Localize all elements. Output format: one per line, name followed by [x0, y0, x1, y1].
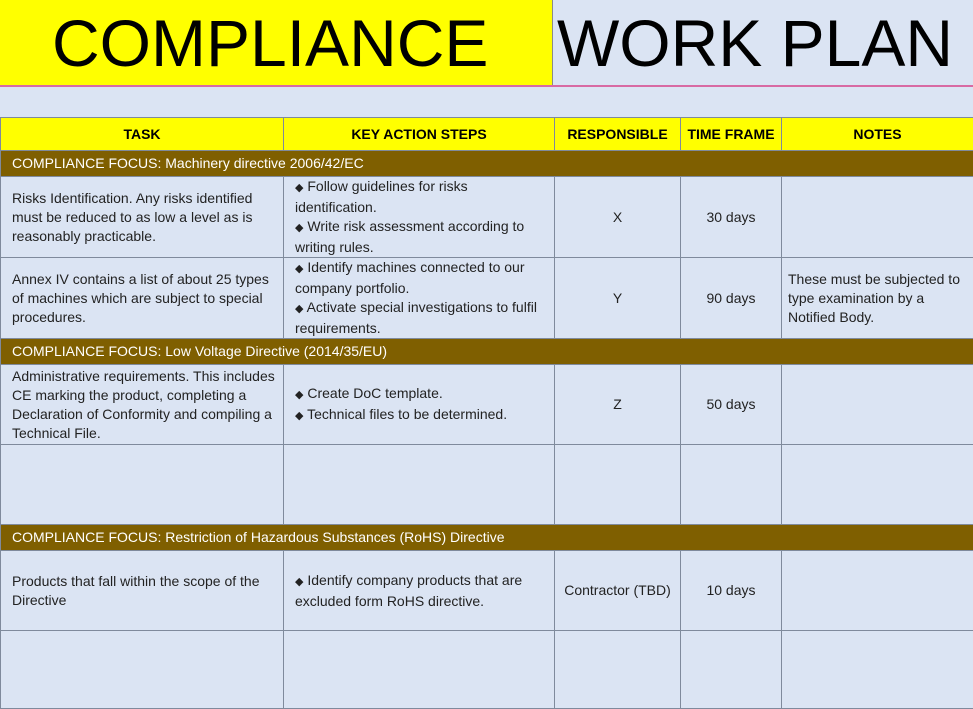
focus-cell[interactable]: COMPLIANCE FOCUS: Low Voltage Directive (2014/35/EU) [1, 339, 973, 365]
task-cell[interactable]: Annex IV contains a list of about 25 types of machines which are subject to special procedures. [1, 258, 284, 339]
step-text: Create DoC template. [307, 384, 443, 401]
title-bar [0, 0, 973, 87]
responsible-cell[interactable]: Contractor (TBD) [555, 551, 681, 631]
diamond-bullet-icon: ◆ [295, 575, 304, 588]
steps-cell[interactable] [284, 258, 555, 339]
table-row [1, 551, 973, 631]
diamond-bullet-icon: ◆ [295, 182, 304, 194]
step-text: Activate special investigations to fulfil requirements. [295, 299, 537, 336]
task-cell[interactable]: Risks Identification. Any risks identified must be reduced to as low a level as is reasonably practicable. [1, 177, 284, 258]
time-frame-cell[interactable]: 10 days [681, 551, 782, 631]
step-item [295, 298, 548, 338]
step-item [295, 405, 548, 426]
task-cell[interactable]: Products that fall within the scope of the Directive [1, 551, 284, 631]
task-cell[interactable]: Administrative requirements. This includes CE marking the product, completing a Declaration of Conformity and compiling a Technical File. [1, 365, 284, 445]
diamond-bullet-icon: ◆ [295, 409, 304, 422]
empty-row [1, 445, 973, 525]
step-text: Follow guidelines for risks identification. [295, 178, 468, 215]
work-plan-table [0, 117, 973, 709]
focus-row-rohs [1, 525, 973, 551]
header-time-frame[interactable]: TIME FRAME [681, 118, 782, 151]
notes-cell[interactable] [782, 551, 973, 631]
time-frame-cell[interactable]: 90 days [681, 258, 782, 339]
title-compliance: COMPLIANCE [52, 5, 489, 80]
step-item [295, 258, 548, 298]
steps-cell[interactable] [284, 365, 555, 445]
spacer-row[interactable] [0, 87, 973, 118]
steps-cell[interactable] [284, 177, 555, 258]
responsible-cell[interactable]: Z [555, 365, 681, 445]
diamond-bullet-icon: ◆ [295, 303, 304, 315]
focus-row-machinery [1, 151, 973, 177]
empty-cell[interactable] [1, 445, 284, 525]
empty-cell[interactable] [284, 445, 555, 525]
title-right-cell[interactable] [553, 0, 973, 85]
step-text: Write risk assessment according to writing rules. [295, 218, 525, 255]
table-row [1, 177, 973, 258]
step-item [295, 384, 548, 405]
empty-cell[interactable] [782, 631, 973, 709]
empty-cell[interactable] [782, 445, 973, 525]
step-item [295, 177, 548, 217]
table-row [1, 258, 973, 339]
empty-cell[interactable] [681, 631, 782, 709]
notes-cell[interactable] [782, 365, 973, 445]
empty-cell[interactable] [555, 445, 681, 525]
header-row [1, 118, 973, 151]
steps-cell[interactable] [284, 551, 555, 631]
step-text: Identify company products that are excluded form RoHS directive. [295, 571, 523, 609]
header-task[interactable]: TASK [1, 118, 284, 151]
diamond-bullet-icon: ◆ [295, 263, 304, 275]
time-frame-cell[interactable]: 50 days [681, 365, 782, 445]
empty-row [1, 631, 973, 709]
time-frame-cell[interactable]: 30 days [681, 177, 782, 258]
empty-cell[interactable] [1, 631, 284, 709]
empty-cell[interactable] [555, 631, 681, 709]
responsible-cell[interactable]: X [555, 177, 681, 258]
header-responsible[interactable]: RESPONSIBLE [555, 118, 681, 151]
focus-row-low-voltage [1, 339, 973, 365]
empty-cell[interactable] [681, 445, 782, 525]
step-text: Identify machines connected to our company portfolio. [295, 259, 525, 296]
step-text: Technical files to be determined. [307, 405, 508, 422]
responsible-cell[interactable]: Y [555, 258, 681, 339]
notes-cell[interactable] [782, 177, 973, 258]
title-left-cell[interactable] [0, 0, 553, 85]
focus-cell[interactable]: COMPLIANCE FOCUS: Machinery directive 2006/42/EC [1, 151, 973, 177]
notes-cell[interactable]: These must be subjected to type examination by a Notified Body. [782, 258, 973, 339]
table-row [1, 365, 973, 445]
empty-cell[interactable] [284, 631, 555, 709]
title-work-plan: WORK PLAN [557, 5, 954, 80]
focus-cell[interactable]: COMPLIANCE FOCUS: Restriction of Hazardous Substances (RoHS) Directive [1, 525, 973, 551]
diamond-bullet-icon: ◆ [295, 222, 304, 234]
step-item [295, 217, 548, 257]
header-notes[interactable]: NOTES [782, 118, 973, 151]
diamond-bullet-icon: ◆ [295, 388, 304, 401]
step-item [295, 571, 548, 611]
header-key-action-steps[interactable]: KEY ACTION STEPS [284, 118, 555, 151]
